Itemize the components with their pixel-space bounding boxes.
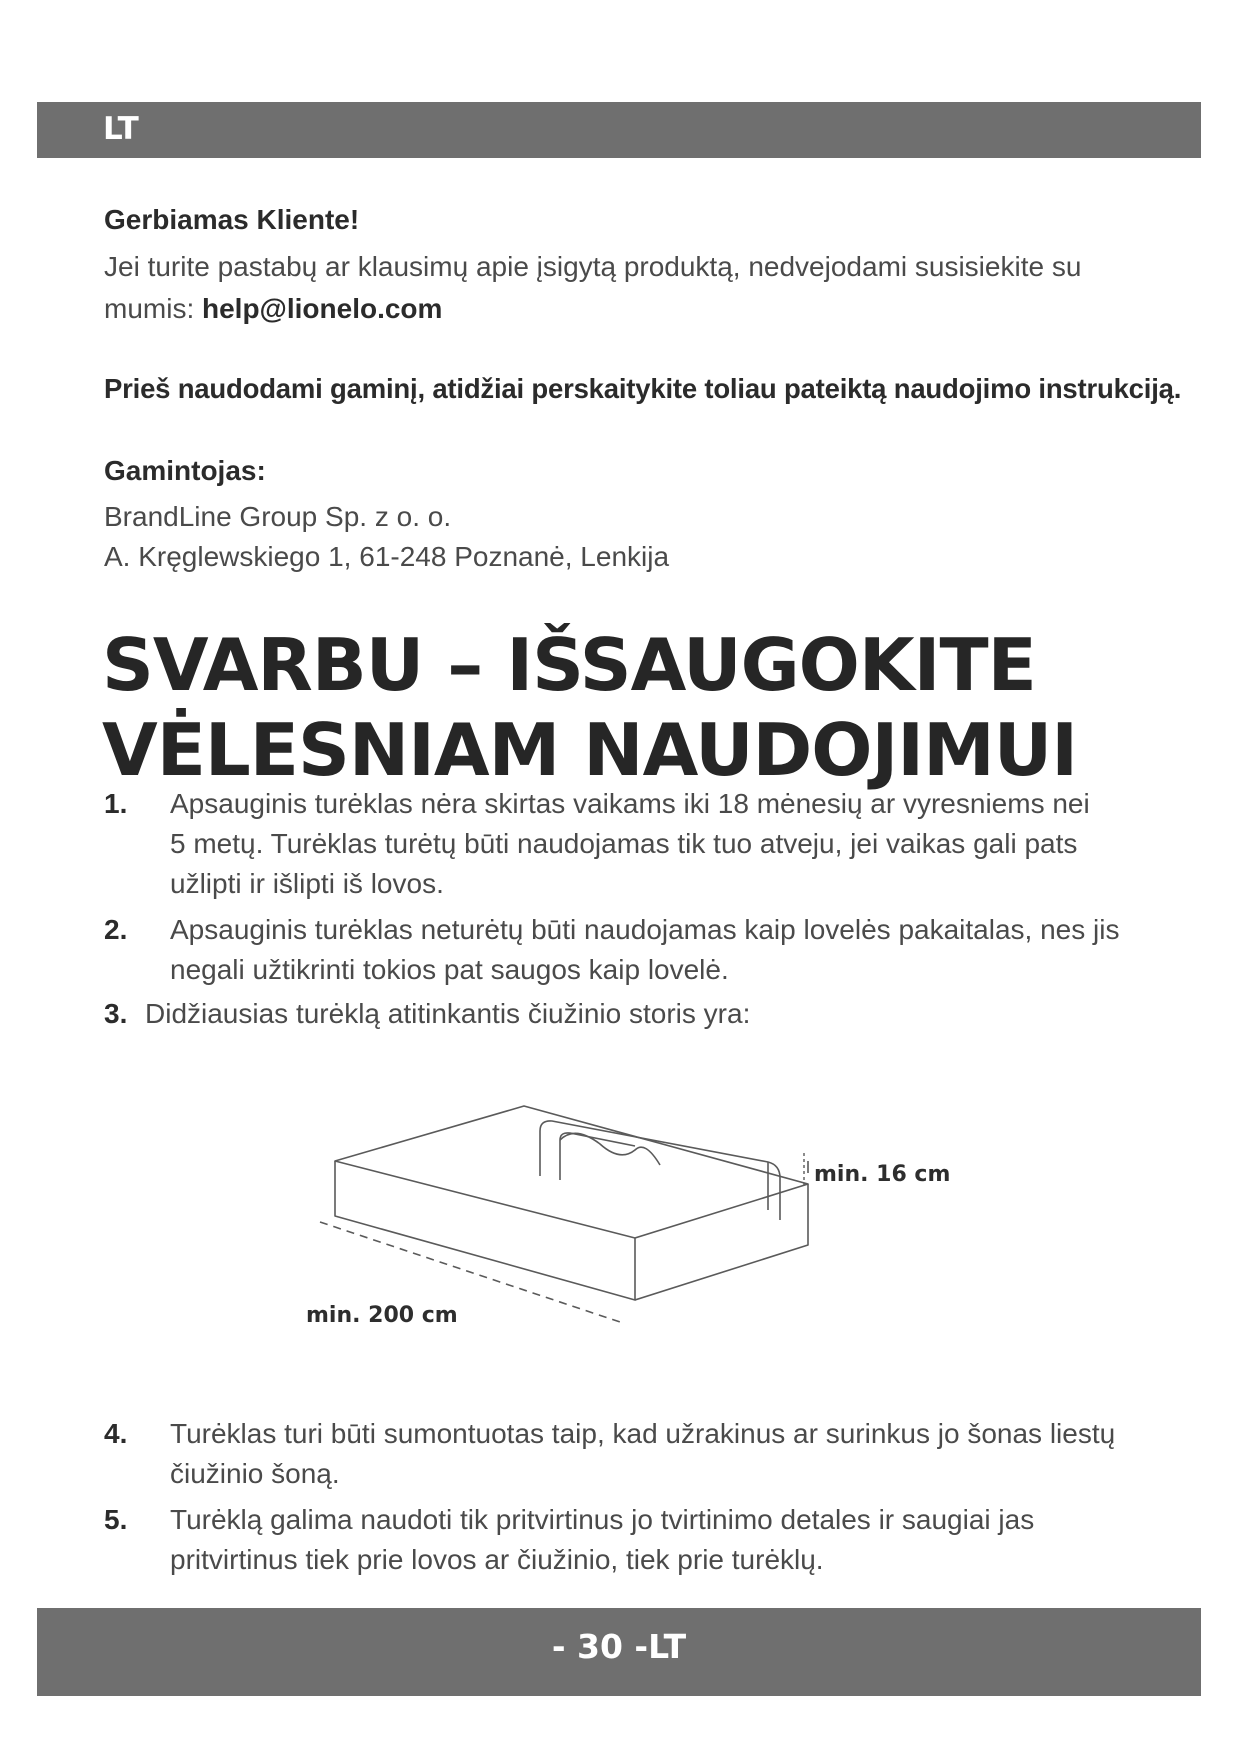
bed-rail-outline	[540, 1121, 780, 1220]
contact-line-2	[104, 288, 1204, 330]
item-line: čiužinio šoną.	[170, 1458, 340, 1489]
contact-line-1: Jei turite pastabų ar klausimų apie įsigytą produktą, nedvejodami susisiekite su	[104, 251, 1082, 282]
item-line: Turėklą galima naudoti tik pritvirtinus jo tvirtinimo detales ir saugiai jas	[170, 1504, 1035, 1535]
item-number: 5.	[104, 1504, 128, 1535]
mattress-top	[335, 1106, 808, 1238]
item-text	[170, 1414, 1200, 1494]
mattress-side	[635, 1184, 808, 1300]
item-text	[170, 784, 1200, 904]
footer-bar	[37, 1608, 1201, 1696]
item-number: 2.	[104, 914, 128, 945]
mattress-diagram	[290, 1060, 1010, 1380]
support-email: help@lionelo.com	[202, 293, 443, 324]
length-label: min. 200 cm	[306, 1303, 458, 1328]
mattress-front	[335, 1161, 635, 1300]
greeting: Gerbiamas Kliente!	[104, 204, 360, 235]
item-number: 4.	[104, 1418, 128, 1449]
item-text	[170, 1500, 1200, 1580]
item-line: užlipti ir išlipti iš lovos.	[170, 868, 444, 899]
item-line: Turėklas turi būti sumontuotas taip, kad užrakinus ar surinkus jo šonas liestų	[170, 1418, 1116, 1449]
item-text	[145, 994, 1175, 1034]
item-number: 3.	[104, 998, 128, 1029]
contact-paragraph	[104, 246, 1204, 330]
manufacturer-name: BrandLine Group Sp. z o. o.	[104, 501, 452, 532]
item-line: Didžiausias turėklą atitinkantis čiužinio storis yra:	[145, 998, 751, 1029]
item-line: Apsauginis turėklas neturėtų būti naudojamas kaip lovelės pakaitalas, nes jis	[170, 914, 1120, 945]
read-instructions-warning: Prieš naudodami gaminį, atidžiai perskaitykite toliau pateiktą naudojimo instrukciją.	[104, 373, 1182, 404]
page-number: - 30 -LT	[551, 1627, 687, 1666]
item-line: Apsauginis turėklas nėra skirtas vaikams iki 18 mėnesių ar vyresniems nei	[170, 788, 1090, 819]
item-text	[170, 910, 1200, 990]
height-label: min. 16 cm	[814, 1162, 951, 1187]
language-code: LT	[103, 111, 139, 147]
manufacturer-heading: Gamintojas:	[104, 455, 266, 486]
item-line: pritvirtinus tiek prie lovos ar čiužinio, tiek prie turėklų.	[170, 1544, 824, 1575]
item-number: 1.	[104, 788, 128, 819]
item-line: negali užtikrinti tokios pat saugos kaip lovelė.	[170, 954, 729, 985]
item-line: 5 metų. Turėklas turėtų būti naudojamas tik tuo atveju, jei vaikas gali pats	[170, 828, 1078, 859]
contact-prefix: mumis:	[104, 293, 202, 324]
mattress-illustration	[290, 1060, 1010, 1380]
header-bar	[37, 102, 1201, 158]
important-heading-line-2: VĖLESNIAM NAUDOJIMUI	[102, 708, 1077, 792]
important-heading-line-1: SVARBU – IŠSAUGOKITE	[102, 623, 1036, 707]
manufacturer-address: A. Kręglewskiego 1, 61-248 Poznanė, Lenkija	[104, 541, 670, 572]
